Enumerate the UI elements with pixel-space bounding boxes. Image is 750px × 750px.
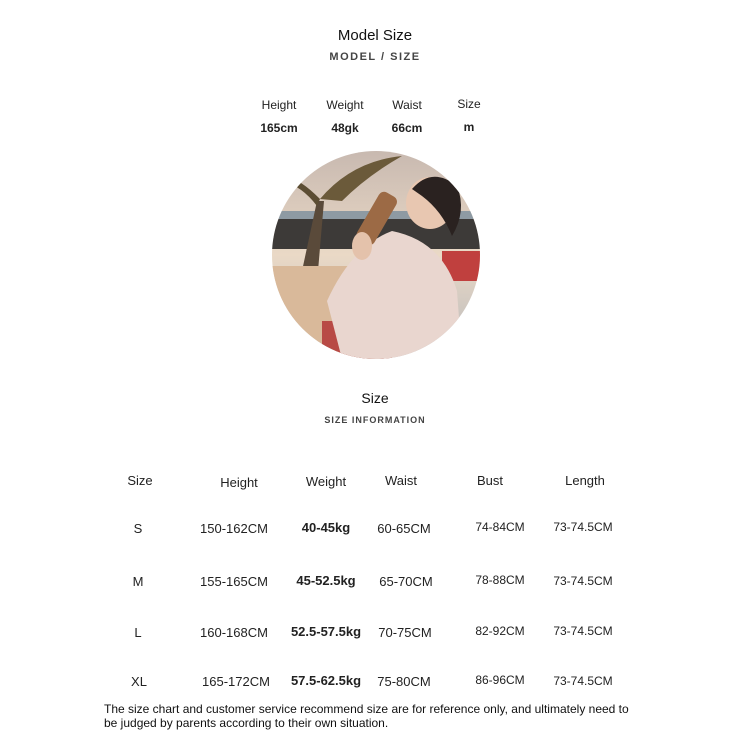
- cell-waist: 70-75CM: [378, 625, 432, 640]
- model-label-waist: Waist: [392, 98, 422, 112]
- cell-height: 165-172CM: [202, 674, 270, 689]
- model-value-waist: 66cm: [391, 121, 423, 135]
- cell-size: M: [132, 574, 144, 589]
- disclaimer-note: The size chart and customer service recommend size are for reference only, and ultimately need to be judged by parents according to their own situation.: [104, 702, 629, 730]
- cell-waist: 65-70CM: [379, 574, 433, 589]
- model-col-size: [434, 97, 504, 134]
- cell-height: 155-165CM: [200, 574, 268, 589]
- model-photo-illustration: [272, 151, 480, 359]
- cell-length: 73-74.5CM: [553, 520, 613, 534]
- cell-bust: 86-96CM: [475, 673, 525, 687]
- cell-size: XL: [131, 674, 147, 689]
- model-size-subtitle: MODEL / SIZE: [329, 51, 421, 63]
- cell-bust: 78-88CM: [475, 573, 525, 587]
- header-weight: Weight: [305, 474, 347, 489]
- cell-waist: 75-80CM: [377, 674, 431, 689]
- model-label-height: Height: [261, 98, 297, 112]
- cell-size: S: [133, 521, 143, 536]
- cell-length: 73-74.5CM: [553, 574, 613, 588]
- cell-length: 73-74.5CM: [553, 624, 613, 638]
- cell-height: 150-162CM: [200, 521, 268, 536]
- hand: [352, 232, 372, 260]
- model-size-title: Model Size: [337, 27, 413, 44]
- header-height: Height: [220, 475, 258, 490]
- cell-weight: 45-52.5kg: [296, 573, 356, 588]
- cell-size: L: [134, 625, 142, 640]
- model-value-weight: 48gk: [331, 121, 359, 135]
- cell-bust: 82-92CM: [475, 624, 525, 638]
- cell-weight: 52.5-57.5kg: [290, 624, 362, 639]
- model-col-height: [244, 98, 314, 135]
- cell-bust: 74-84CM: [475, 520, 525, 534]
- model-label-weight: Weight: [326, 98, 364, 112]
- model-col-waist: [372, 98, 442, 135]
- model-value-size: m: [463, 120, 475, 134]
- cell-weight: 57.5-62.5kg: [290, 673, 362, 688]
- header-waist: Waist: [384, 473, 418, 488]
- model-value-height: 165cm: [260, 121, 298, 135]
- header-bust: Bust: [476, 473, 503, 488]
- model-photo: [272, 151, 480, 359]
- header-size: Size: [127, 473, 153, 488]
- cell-height: 160-168CM: [200, 625, 268, 640]
- model-col-weight: [310, 98, 380, 135]
- header-length: Length: [565, 473, 605, 488]
- size-subtitle: SIZE INFORMATION: [324, 415, 426, 425]
- size-title: Size: [361, 390, 389, 406]
- model-label-size: Size: [457, 97, 481, 111]
- cell-length: 73-74.5CM: [553, 674, 613, 688]
- cell-weight: 40-45kg: [301, 520, 351, 535]
- cell-waist: 60-65CM: [377, 521, 431, 536]
